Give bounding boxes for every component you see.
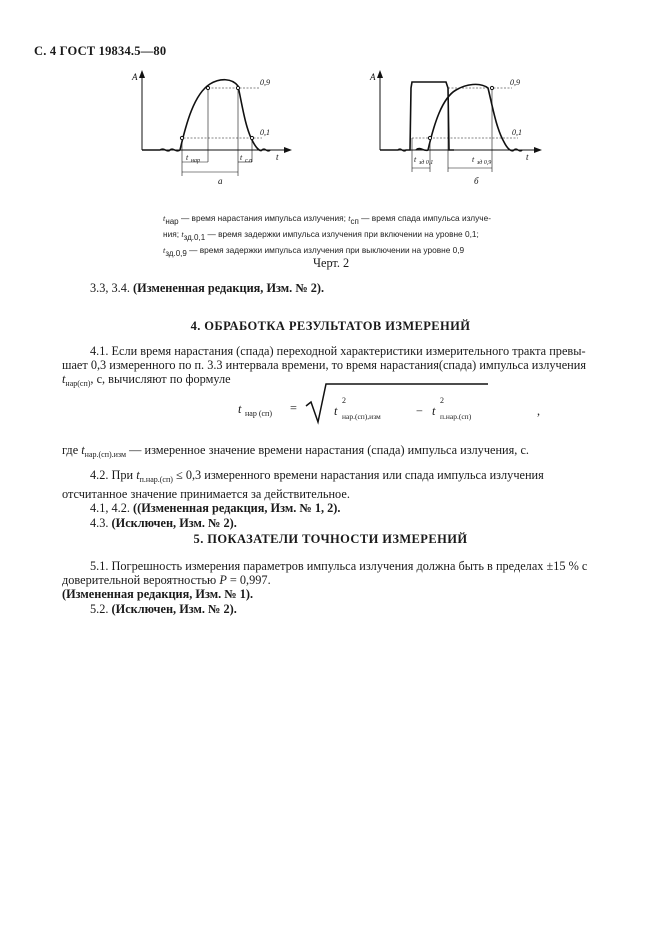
axis-a-label: A	[132, 72, 138, 82]
svg-text:зд 0,9: зд 0,9	[477, 160, 492, 166]
figure-legend: tнар — время нарастания импульса излучения; tсп — время спада импульса излуче- ния; tзд.0,1 — время задержки импульса излучения при включении на уровне 0,1; tзд.0,9 — время задержки импульса излучения при выключении на уровне 0,9	[163, 213, 492, 258]
formula: t нар (сп) = t 2 нар.(сп),изм − t 2 п.нар.(сп) ,	[238, 382, 608, 428]
figure-caption: Черт. 2	[313, 256, 350, 270]
svg-text:t: t	[414, 155, 417, 164]
p41: 4.1. Если время нарастания (спада) переходной характеристики измерительного тракта превы- шает 0,3 измеренного по п. 3.3 интервала времени, то время нарастания(спада) импульса излучения $t_{нар(сп)}$, с, вычисляют по формуле	[62, 344, 586, 389]
diagram-a-label: а	[218, 176, 223, 186]
svg-text:0,9: 0,9	[260, 78, 270, 87]
svg-text:зд 0,1: зд 0,1	[419, 160, 434, 166]
svg-text:с.п: с.п	[245, 158, 253, 164]
svg-text:t: t	[526, 152, 529, 162]
section-5-title: 5. ПОКАЗАТЕЛИ ТОЧНОСТИ ИЗМЕРЕНИЙ	[193, 532, 468, 546]
svg-text:0,1: 0,1	[260, 128, 270, 137]
svg-text:нар: нар	[191, 158, 200, 164]
diagram-b-label: б	[474, 176, 479, 186]
section-4-title: 4. ОБРАБОТКА РЕЗУЛЬТАТОВ ИЗМЕРЕНИЙ	[190, 319, 471, 333]
svg-text:0,9: 0,9	[510, 78, 520, 87]
svg-text:t: t	[472, 155, 475, 164]
diagram-b	[369, 70, 542, 186]
svg-text:t: t	[276, 152, 279, 162]
p51: 5.1. Погрешность измерения параметров импульса излучения должна быть в пределах ±15 % с доверительной вероятностью P = 0,997. (Измененная редакция, Изм. № 1). 5.2. (Исключен, Изм. № 2).	[62, 559, 588, 616]
svg-text:t: t	[240, 153, 243, 162]
svg-text:t: t	[186, 153, 189, 162]
p42: 4.2. При $t_{п.нар.(сп)} \le 0,3$ измеренного времени нарастания или спада импульса излучения отсчитанное значение принимается за действительное. 4.1, 4.2. ((Измененная редакция, Изм. № 1, 2). 4.3. (Исключен, Изм. № 2).	[62, 468, 544, 530]
p33-amend: 3.3, 3.4. (Измененная редакция, Изм. № 2).	[90, 281, 325, 295]
page-header: С. 4 ГОСТ 19834.5—80	[34, 44, 167, 58]
svg-text:0,1: 0,1	[512, 128, 522, 137]
figure-pulse-diagrams	[120, 64, 550, 194]
svg-text:A: A	[370, 72, 376, 82]
formula-where: где $t_{нар.(сп).изм}$ — измеренное значение времени нарастания (спада) импульса излучения, с.	[62, 443, 529, 459]
diagram-a	[131, 70, 292, 186]
